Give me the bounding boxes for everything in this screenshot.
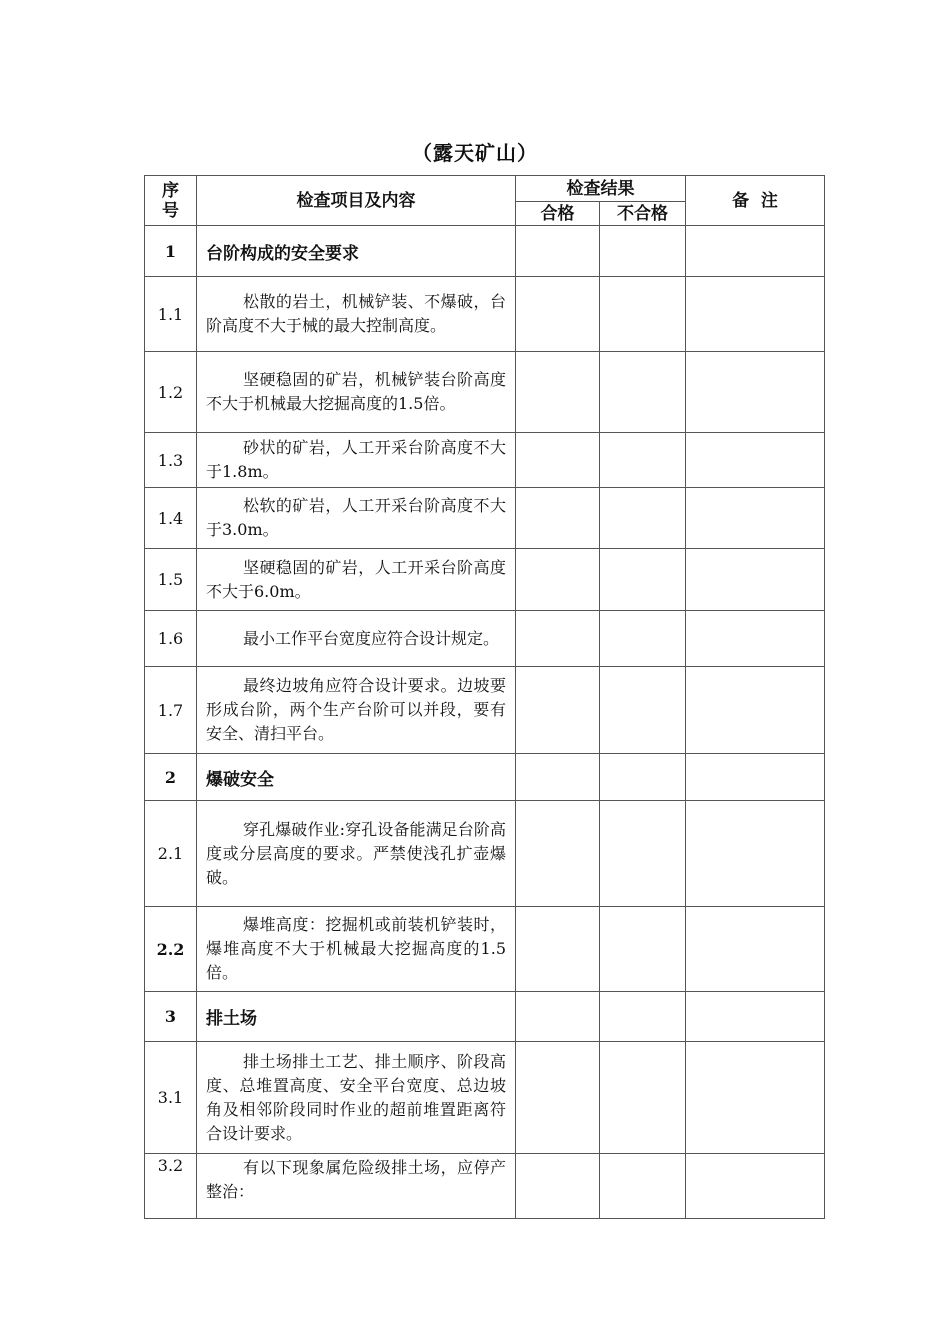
fail-cell[interactable] <box>600 667 686 754</box>
table-row <box>145 611 825 667</box>
item-text: 爆堆高度：挖掘机或前装机铲装时，爆堆高度不大于机械最大挖掘高度的1.5倍。 <box>197 907 516 992</box>
pass-cell[interactable] <box>516 549 600 611</box>
remark-cell[interactable] <box>686 1154 825 1219</box>
item-text: 有以下现象属危险级排土场，应停产整治： <box>197 1154 516 1219</box>
header-seq: 序号 <box>145 176 197 226</box>
table-row <box>145 549 825 611</box>
header-item: 检查项目及内容 <box>197 176 516 226</box>
item-text: 松软的矿岩，人工开采台阶高度不大于3.0m。 <box>197 488 516 549</box>
fail-cell[interactable] <box>600 488 686 549</box>
header-pass: 合格 <box>516 202 600 226</box>
remark-cell[interactable] <box>686 549 825 611</box>
section-row <box>145 226 825 277</box>
item-text: 穿孔爆破作业:穿孔设备能满足台阶高度或分层高度的要求。严禁使浅孔扩壶爆破。 <box>197 801 516 907</box>
item-text: 最终边坡角应符合设计要求。边坡要形成台阶，两个生产台阶可以并段，要有安全、清扫平台。 <box>197 667 516 754</box>
pass-cell[interactable] <box>516 754 600 801</box>
item-text: 排土场排土工艺、排土顺序、阶段高度、总堆置高度、安全平台宽度、总边坡角及相邻阶段同时作业的超前堆置距离符合设计要求。 <box>197 1042 516 1154</box>
header-row-1 <box>145 176 825 202</box>
section-row <box>145 992 825 1042</box>
pass-cell[interactable] <box>516 992 600 1042</box>
fail-cell[interactable] <box>600 549 686 611</box>
table-row <box>145 907 825 992</box>
remark-cell[interactable] <box>686 277 825 352</box>
pass-cell[interactable] <box>516 667 600 754</box>
item-text: 坚硬稳固的矿岩，人工开采台阶高度不大于6.0m。 <box>197 549 516 611</box>
fail-cell[interactable] <box>600 352 686 433</box>
row-number: 3 <box>145 992 197 1042</box>
pass-cell[interactable] <box>516 907 600 992</box>
table-row <box>145 1154 825 1219</box>
section-row <box>145 754 825 801</box>
fail-cell[interactable] <box>600 433 686 488</box>
row-number: 1.4 <box>145 488 197 549</box>
table-row <box>145 1042 825 1154</box>
fail-cell[interactable] <box>600 226 686 277</box>
remark-cell[interactable] <box>686 1042 825 1154</box>
remark-cell[interactable] <box>686 226 825 277</box>
row-number: 2.2 <box>145 907 197 992</box>
table-row <box>145 277 825 352</box>
fail-cell[interactable] <box>600 277 686 352</box>
row-number: 3.1 <box>145 1042 197 1154</box>
pass-cell[interactable] <box>516 801 600 907</box>
pass-cell[interactable] <box>516 277 600 352</box>
fail-cell[interactable] <box>600 754 686 801</box>
section-title: 排土场 <box>197 992 516 1042</box>
fail-cell[interactable] <box>600 801 686 907</box>
pass-cell[interactable] <box>516 352 600 433</box>
item-text: 砂状的矿岩，人工开采台阶高度不大于1.8m。 <box>197 433 516 488</box>
table-row <box>145 667 825 754</box>
row-number: 1.5 <box>145 549 197 611</box>
section-title: 爆破安全 <box>197 754 516 801</box>
row-number: 1.3 <box>145 433 197 488</box>
table-row <box>145 352 825 433</box>
row-number: 1.6 <box>145 611 197 667</box>
table-row <box>145 433 825 488</box>
row-number: 2 <box>145 754 197 801</box>
remark-cell[interactable] <box>686 801 825 907</box>
row-number: 2.1 <box>145 801 197 907</box>
remark-cell[interactable] <box>686 992 825 1042</box>
remark-cell[interactable] <box>686 907 825 992</box>
page-title: （露天矿山） <box>412 141 538 165</box>
row-number: 1.2 <box>145 352 197 433</box>
row-number: 1.1 <box>145 277 197 352</box>
fail-cell[interactable] <box>600 1154 686 1219</box>
remark-cell[interactable] <box>686 433 825 488</box>
item-text: 最小工作平台宽度应符合设计规定。 <box>197 611 516 667</box>
header-fail: 不合格 <box>600 202 686 226</box>
header-result: 检查结果 <box>516 176 686 202</box>
header-remark: 备 注 <box>686 176 825 226</box>
row-number: 3.2 <box>145 1154 197 1219</box>
pass-cell[interactable] <box>516 611 600 667</box>
item-text: 松散的岩土，机械铲装、不爆破，台阶高度不大于械的最大控制高度。 <box>197 277 516 352</box>
pass-cell[interactable] <box>516 488 600 549</box>
section-title: 台阶构成的安全要求 <box>197 226 516 277</box>
remark-cell[interactable] <box>686 754 825 801</box>
remark-cell[interactable] <box>686 667 825 754</box>
fail-cell[interactable] <box>600 1042 686 1154</box>
row-number: 1 <box>145 226 197 277</box>
pass-cell[interactable] <box>516 1154 600 1219</box>
pass-cell[interactable] <box>516 226 600 277</box>
inspection-table <box>144 175 825 1219</box>
remark-cell[interactable] <box>686 352 825 433</box>
fail-cell[interactable] <box>600 907 686 992</box>
table-row <box>145 801 825 907</box>
remark-cell[interactable] <box>686 488 825 549</box>
row-number: 1.7 <box>145 667 197 754</box>
pass-cell[interactable] <box>516 433 600 488</box>
item-text: 坚硬稳固的矿岩，机械铲装台阶高度不大于机械最大挖掘高度的1.5倍。 <box>197 352 516 433</box>
remark-cell[interactable] <box>686 611 825 667</box>
pass-cell[interactable] <box>516 1042 600 1154</box>
fail-cell[interactable] <box>600 611 686 667</box>
fail-cell[interactable] <box>600 992 686 1042</box>
table-row <box>145 488 825 549</box>
